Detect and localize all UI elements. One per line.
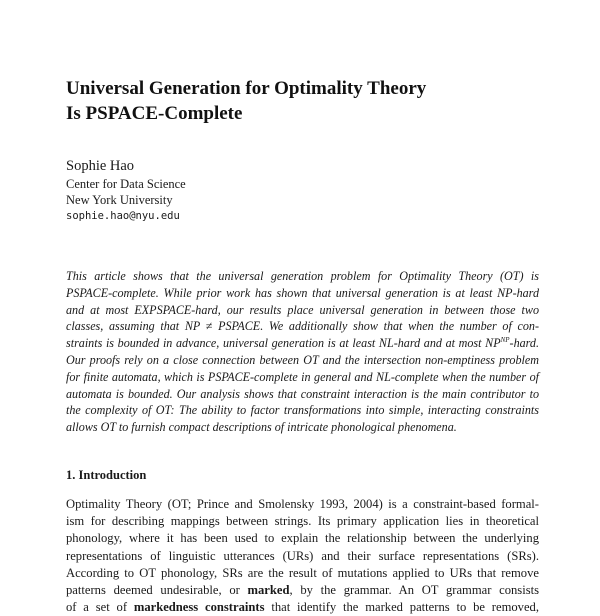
introduction-body <box>66 496 539 616</box>
body-line-text: of a set of <box>66 600 134 615</box>
body-line: Optimality Theory (OT; Prince and Smolensky 1993, 2004) is a constraint-based formal- <box>66 497 539 511</box>
abstract-line: for finite automata, which is PSPACE-complete in general and NL-complete when the number of <box>66 369 539 384</box>
title-line-2: Is PSPACE-Complete <box>66 103 243 124</box>
abstract-line: the complexity of OT: The ability to factor transformations into simple, interacting constraints <box>66 403 539 418</box>
abstract-line: Our proofs rely on a close connection between OT and the intersection non-emptiness problem <box>66 352 539 367</box>
abstract-line: allows OT to furnish compact descriptions of intricate phonological phenomena. <box>66 420 457 435</box>
abstract-line: PSPACE-complete. While prior work has shown that universal generation is at least NP-hard <box>66 285 539 300</box>
abstract-line: This article shows that the universal generation problem for Optimality Theory (OT) is <box>66 269 539 283</box>
author-institution: New York University <box>66 193 173 207</box>
abstract-line-text: straints is bounded in advance, universal generation is at least NL-hard and at most NP <box>66 336 501 351</box>
paper-title <box>66 76 546 126</box>
term-markedness-constraints: markedness constraints <box>133 600 265 615</box>
np-superscript: NP <box>500 336 510 345</box>
body-line-tail: , by the grammar. An OT grammar consists <box>289 583 539 598</box>
author-block <box>66 157 366 224</box>
body-line-tail: that identify the marked patterns to be removed, <box>264 600 539 615</box>
author-name: Sophie Hao <box>66 158 135 174</box>
body-line: According to OT phonology, SRs are the result of mutations applied to URs that remove <box>66 565 539 580</box>
abstract-line-tail: -hard. <box>509 336 539 351</box>
author-affiliation: Center for Data Science <box>66 177 186 191</box>
body-line <box>66 582 539 599</box>
title-line-1: Universal Generation for Optimality Theory <box>66 78 427 99</box>
body-line: representations of linguistic utterances (URs) and their surface representations (SRs). <box>66 548 539 563</box>
term-marked: marked <box>247 583 290 598</box>
abstract <box>66 268 539 436</box>
body-line <box>66 599 539 616</box>
abstract-line: and at most EXPSPACE-hard, our results place universal generation in between those two <box>66 302 539 317</box>
abstract-line: classes, assuming that NP ≠ PSPACE. We additionally show that when the number of con- <box>66 319 539 334</box>
body-line: phonology, where it has been used to explain the relationship between the underlying <box>66 531 539 546</box>
abstract-line: automata is bounded. Our analysis shows that constraint interaction is the main contributor to <box>66 386 539 401</box>
author-email: sophie.hao@nyu.edu <box>66 210 180 222</box>
body-line: ism for describing mappings between strings. Its primary application lies in theoretical <box>66 514 539 529</box>
abstract-line <box>66 335 539 352</box>
body-line-text: patterns deemed undesirable, or <box>66 583 248 598</box>
section-heading: 1. Introduction <box>66 468 147 482</box>
